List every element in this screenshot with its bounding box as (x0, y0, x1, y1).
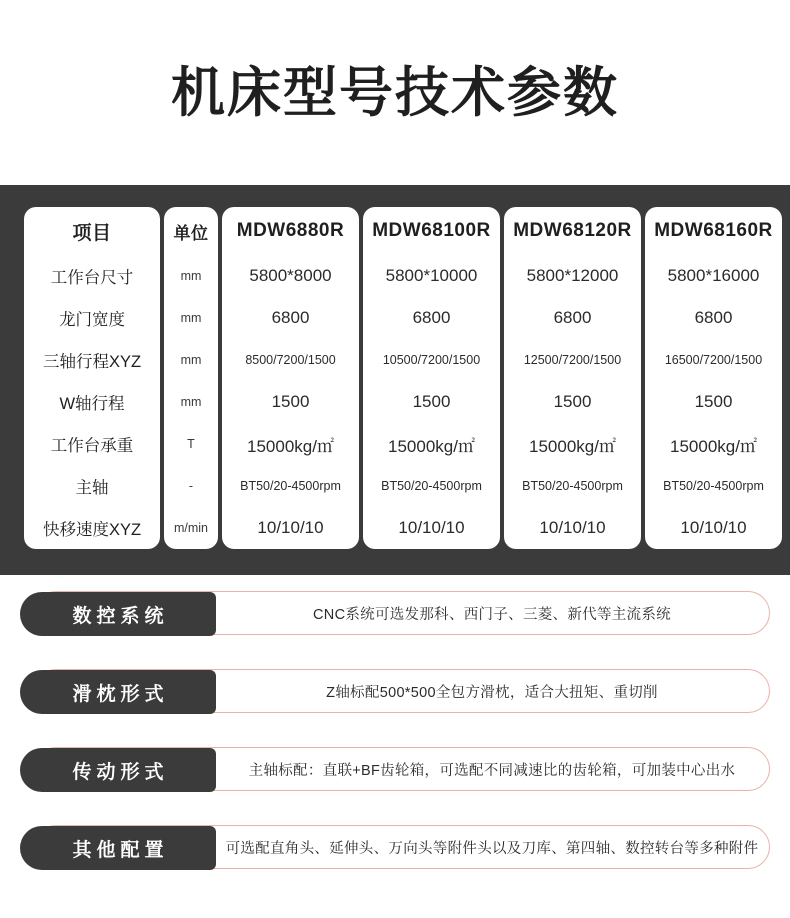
row-value: 1500 (363, 381, 500, 423)
row-value: 1500 (645, 381, 782, 423)
row-value: 15000kg/㎡ (504, 423, 641, 465)
row-value: BT50/20-4500rpm (363, 465, 500, 507)
spec-table (20, 207, 786, 549)
row-value: 5800*12000 (504, 255, 641, 297)
header-item: 项目 (24, 207, 160, 255)
header-unit: 单位 (164, 207, 218, 255)
table-header-row (24, 207, 782, 255)
feature-text: 主轴标配：直联+BF齿轮箱，可选配不同减速比的齿轮箱，可加装中心出水 (248, 762, 736, 779)
table-row (24, 507, 782, 549)
row-value: 10/10/10 (504, 507, 641, 549)
row-label: 快移速度XYZ (24, 507, 160, 549)
row-label: 工作台尺寸 (24, 255, 160, 297)
header-model-1: MDW6880R (222, 207, 359, 255)
row-unit: m/min (164, 507, 218, 549)
row-value: 12500/7200/1500 (504, 339, 641, 381)
feature-list (0, 575, 790, 881)
title-area (0, 0, 790, 185)
row-value: 6800 (645, 297, 782, 339)
row-unit: mm (164, 297, 218, 339)
feature-row-cnc-system (20, 591, 770, 637)
table-row (24, 255, 782, 297)
row-value: BT50/20-4500rpm (222, 465, 359, 507)
feature-row-ram-type (20, 669, 770, 715)
header-model-3: MDW68120R (504, 207, 641, 255)
feature-text: Z轴标配500*500全包方滑枕，适合大扭矩、重切削 (326, 684, 658, 701)
row-value: 6800 (504, 297, 641, 339)
table-row (24, 297, 782, 339)
row-value: 16500/7200/1500 (645, 339, 782, 381)
feature-text: 可选配直角头、延伸头、万向头等附件头以及刀库、第四轴、数控转台等多种附件 (225, 840, 759, 857)
feature-tag: 数控系统 (20, 592, 216, 636)
row-value: 5800*8000 (222, 255, 359, 297)
row-value: 5800*10000 (363, 255, 500, 297)
row-value: 15000kg/㎡ (222, 423, 359, 465)
row-value: 10/10/10 (222, 507, 359, 549)
row-label: 工作台承重 (24, 423, 160, 465)
row-value: 6800 (222, 297, 359, 339)
row-value: 15000kg/㎡ (645, 423, 782, 465)
page-title: 机床型号技术参数 (171, 62, 619, 123)
row-unit: mm (164, 381, 218, 423)
feature-tag: 其他配置 (20, 826, 216, 870)
row-unit: - (164, 465, 218, 507)
table-row (24, 339, 782, 381)
feature-text: CNC系统可选发那科、西门子、三菱、新代等主流系统 (313, 606, 671, 623)
row-unit: mm (164, 339, 218, 381)
table-row (24, 465, 782, 507)
row-value: BT50/20-4500rpm (645, 465, 782, 507)
row-label: 龙门宽度 (24, 297, 160, 339)
row-unit: mm (164, 255, 218, 297)
row-value: 1500 (504, 381, 641, 423)
row-label: 主轴 (24, 465, 160, 507)
feature-row-other-config (20, 825, 770, 871)
row-value: 6800 (363, 297, 500, 339)
feature-tag: 传动形式 (20, 748, 216, 792)
row-value: 10/10/10 (645, 507, 782, 549)
row-label: W轴行程 (24, 381, 160, 423)
row-label: 三轴行程XYZ (24, 339, 160, 381)
row-value: 10/10/10 (363, 507, 500, 549)
row-value: 5800*16000 (645, 255, 782, 297)
header-model-2: MDW68100R (363, 207, 500, 255)
table-row (24, 381, 782, 423)
row-value: 15000kg/㎡ (363, 423, 500, 465)
table-row (24, 423, 782, 465)
row-value: 8500/7200/1500 (222, 339, 359, 381)
feature-tag: 滑枕形式 (20, 670, 216, 714)
spec-table-panel (0, 185, 790, 575)
row-value: 10500/7200/1500 (363, 339, 500, 381)
header-model-4: MDW68160R (645, 207, 782, 255)
row-unit: T (164, 423, 218, 465)
feature-row-transmission (20, 747, 770, 793)
row-value: 1500 (222, 381, 359, 423)
row-value: BT50/20-4500rpm (504, 465, 641, 507)
